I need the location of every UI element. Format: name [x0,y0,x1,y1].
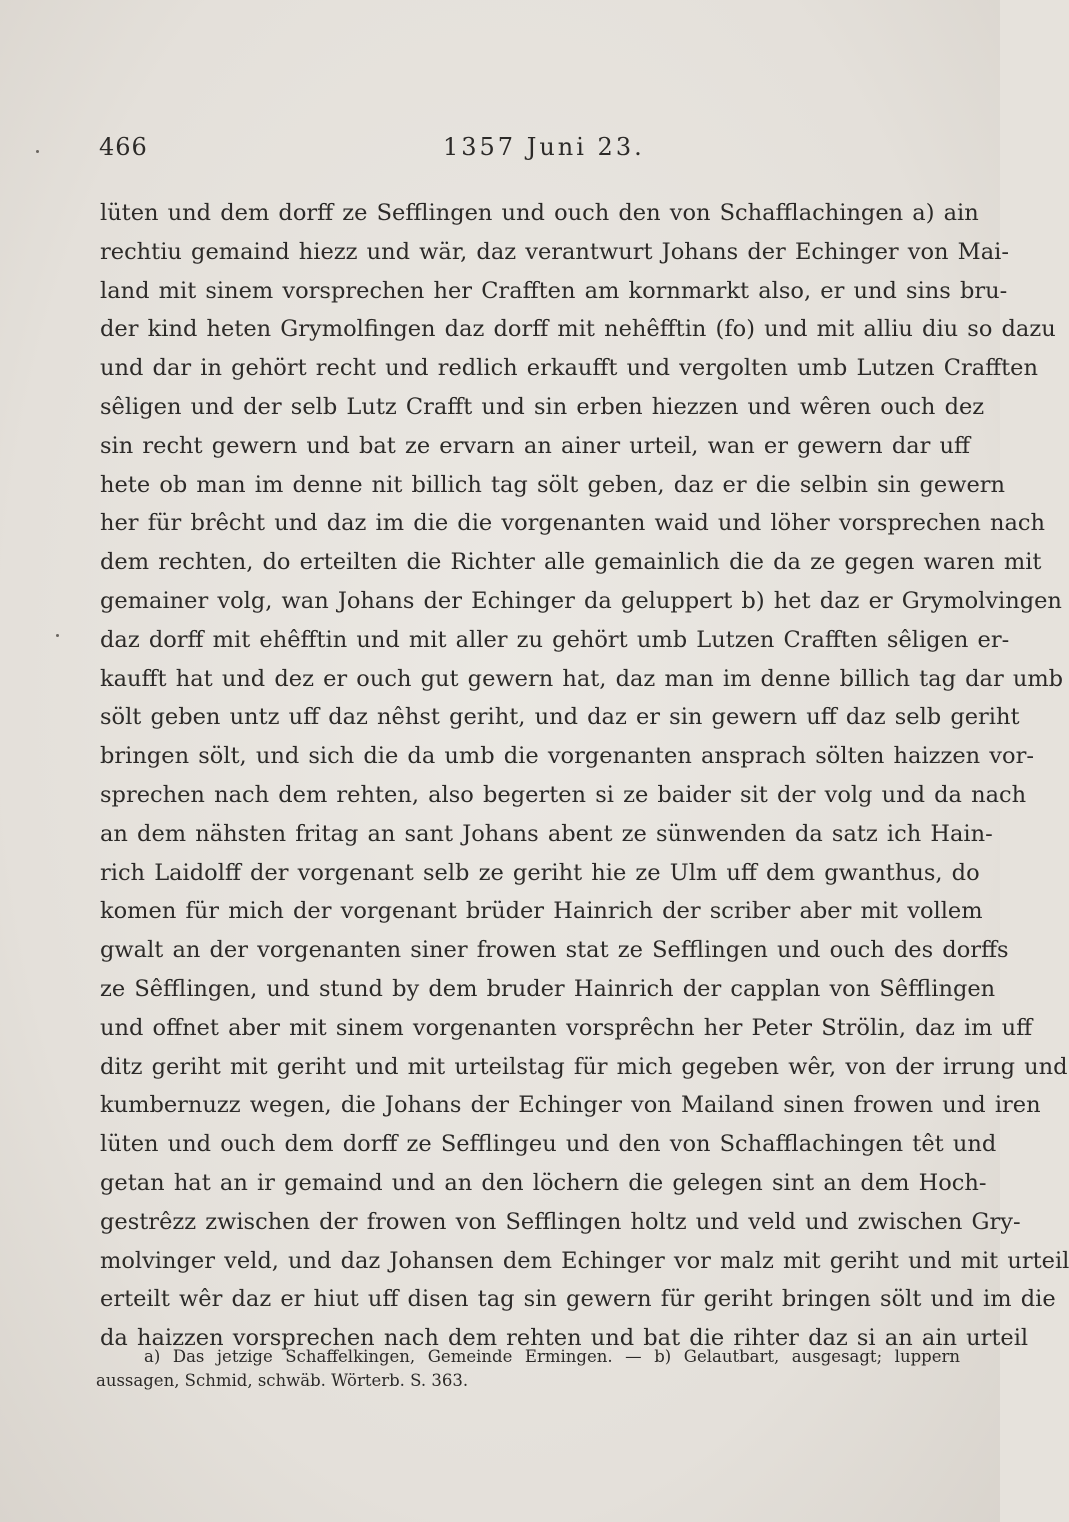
text-line: ze Sêfflingen, und stund by dem bruder Hainrich der capplan von Sêfflingen [100,975,996,1002]
text-line: gwalt an der vorgenanten siner frowen stat ze Sefflingen und ouch des dorffs [100,937,1009,964]
text-line: sprechen nach dem rehten, also begerten si ze baider sit der volg und da nach [100,781,1027,808]
text-line: erteilt wêr daz er hiut uff disen tag sin gewern für geriht bringen sölt und im die [100,1286,1056,1313]
text-line: gemainer volg, wan Johans der Echinger da geluppert b) het daz er Grymolvingen [100,587,1062,614]
footnote-line: a) Das jetzige Schaffelkingen, Gemeinde Ermingen. — b) Gelautbart, ausgesagt; luppern [144,1347,960,1366]
text-line: und offnet aber mit sinem vorgenanten vorsprêchn her Peter Strölin, daz im uff [100,1014,1033,1041]
text-line: ditz geriht mit geriht und mit urteilstag für mich gegeben wêr, von der irrung und [100,1053,1068,1080]
text-line: komen für mich der vorgenant brüder Hainrich der scriber aber mit vollem [100,898,983,925]
page-number: 466 [99,133,148,161]
text-line: daz dorff mit ehêfftin und mit aller zu gehört umb Lutzen Crafften sêligen er- [100,626,1010,653]
text-line: land mit sinem vorsprechen her Crafften am kornmarkt also, er und sins bru- [100,277,1008,304]
text-line: und dar in gehört recht und redlich erkaufft und vergolten umb Lutzen Crafften [100,355,1038,382]
text-line: an dem nähsten fritag an sant Johans abent ze sünwenden da satz ich Hain- [100,820,993,847]
text-line: hete ob man im denne nit billich tag sölt geben, daz er die selbin sin gewern [100,471,1006,498]
footnote-line: aussagen, Schmid, schwäb. Wörterb. S. 363. [96,1371,469,1390]
text-line: sin recht gewern und bat ze ervarn an ainer urteil, wan er gewern dar uff [100,432,971,459]
text-line: molvinger veld, und daz Johansen dem Echinger vor malz mit geriht und mit urteil [100,1247,1069,1274]
page-header [99,133,961,165]
text-line: rich Laidolff der vorgenant selb ze geriht hie ze Ulm uff dem gwanthus, do [100,859,980,886]
text-line: rechtiu gemaind hiezz und wär, daz verantwurt Johans der Echinger von Mai- [100,238,1009,265]
text-line: bringen sölt, und sich die da umb die vorgenanten ansprach sölten haizzen vor- [100,743,1034,770]
text-line: gestrêzz zwischen der frowen von Sefflingen holtz und veld und zwischen Gry- [100,1208,1021,1235]
text-line: kumbernuzz wegen, die Johans der Echinger von Mailand sinen frowen und iren [100,1092,1041,1119]
text-line: dem rechten, do erteilten die Richter alle gemainlich die da ze gegen waren mit [100,549,1042,576]
text-line: lüten und dem dorff ze Sefflingen und ouch den von Schafflachingen a) ain [100,200,979,226]
margin-mark [56,634,59,637]
main-text [100,194,1069,1358]
text-line: da haizzen vorsprechen nach dem rehten und bat die rihter daz si an ain urteil [100,1325,1029,1352]
text-line: der kind heten Grymolfingen daz dorff mit nehêfftin (fo) und mit alliu diu so dazu [100,316,1056,343]
running-head-date: 1357 Juni 23. [443,133,645,161]
margin-mark [36,150,39,153]
text-line: kaufft hat und dez er ouch gut gewern hat, daz man im denne billich tag dar umb [100,665,1064,692]
text-line: her für brêcht und daz im die die vorgenanten waid und löher vorsprechen nach [100,510,1046,537]
text-line: getan hat an ir gemaind und an den löchern die gelegen sint an dem Hoch- [100,1169,987,1196]
text-line: lüten und ouch dem dorff ze Sefflingeu und den von Schafflachingen têt und [100,1131,997,1158]
text-line: sêligen und der selb Lutz Crafft und sin erben hiezzen und wêren ouch dez [100,393,985,420]
footnotes [96,1345,960,1393]
text-line: sölt geben untz uff daz nêhst geriht, und daz er sin gewern uff daz selb geriht [100,704,1020,731]
